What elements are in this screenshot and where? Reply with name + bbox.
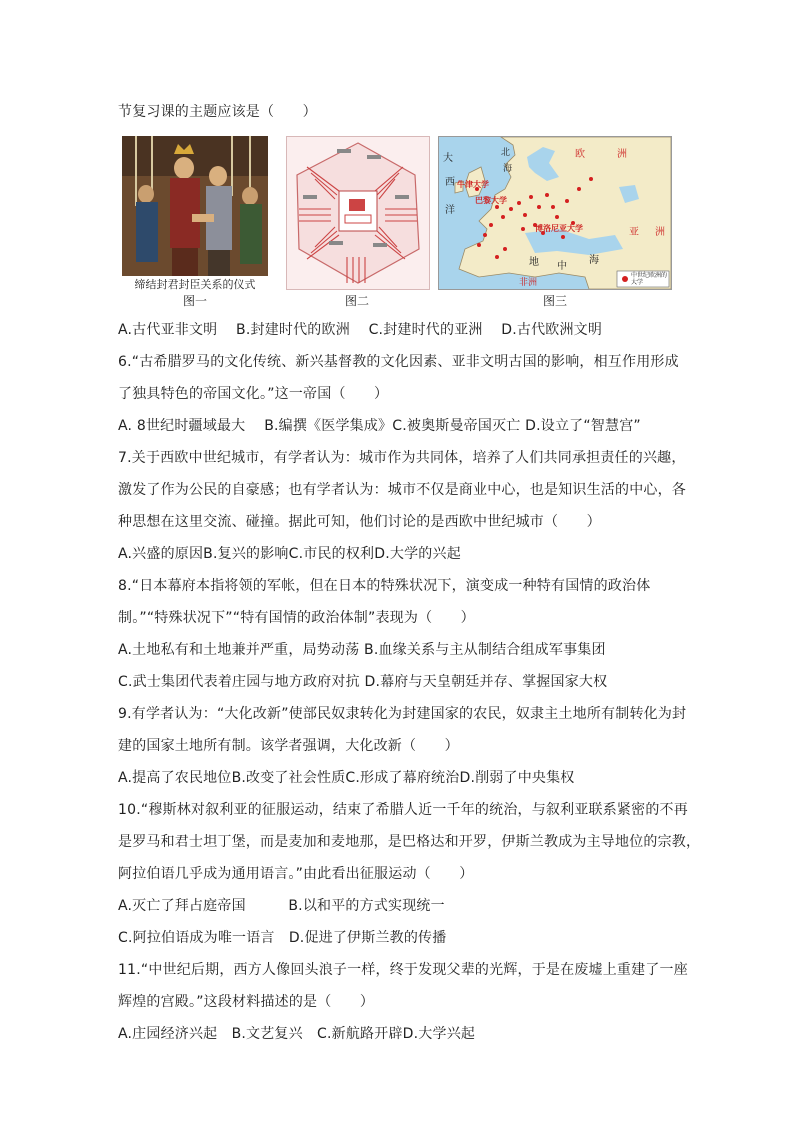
q5-stem-tail: 节复习课的主题应该是（ ） bbox=[118, 104, 317, 120]
map-image bbox=[438, 136, 672, 290]
q7-line-3: 种思想在这里交流、碰撞。据此可知，他们讨论的是西欧中世纪城市（ ） bbox=[118, 514, 601, 530]
map-label-bologna: 博洛尼亚大学 bbox=[535, 224, 583, 233]
map-label-yang: 洋 bbox=[445, 205, 455, 216]
q11-line-1: 11.“中世纪后期，西方人像回头浪子一样，终于发现父辈的光辉，于是在废墟上重建了一座 bbox=[118, 962, 688, 978]
q11-line-2: 辉煌的宫殿。”这段材料描述的是（ ） bbox=[118, 994, 375, 1010]
q10-line-2: 是罗马和君士坦丁堡，而是麦加和麦地那，是巴格达和开罗，伊斯兰教成为主导地位的宗教， bbox=[118, 834, 701, 850]
figure-2-label: 图二 bbox=[344, 294, 369, 308]
map-label-ou: 欧 bbox=[575, 149, 585, 160]
map-label-paris: 巴黎大学 bbox=[475, 196, 507, 205]
q8-line-1: 8.“日本幕府本指将领的军帐，但在日本的特殊状况下，演变成一种特有国情的政治体 bbox=[118, 578, 651, 594]
q8-options-2: C.武士集团代表着庄园与地方政府对抗 D.幕府与天皇朝廷并存、掌握国家大权 bbox=[118, 674, 608, 690]
map-label-ya: 亚 bbox=[629, 227, 639, 238]
figure-3-label: 图三 bbox=[542, 294, 567, 308]
map-label-zhou2: 洲 bbox=[655, 227, 665, 238]
figure-1 bbox=[122, 136, 268, 308]
figure-1-label: 图一 bbox=[182, 294, 207, 308]
q8-options-1: A.土地私有和土地兼并严重，局势动荡 B.血缘关系与主从制结合组成军事集团 bbox=[118, 642, 606, 658]
q9-line-1: 9.有学者认为：“大化改新”使部民奴隶转化为封建国家的农民，奴隶主土地所有制转化为封 bbox=[118, 706, 687, 722]
q5-option-a: A.古代亚非文明 bbox=[118, 322, 218, 338]
tapestry-caption: 缔结封君封臣关系的仪式 bbox=[122, 276, 268, 290]
q6-line-2: 了独具特色的帝国文化。”这一帝国（ ） bbox=[118, 386, 389, 402]
q5-options bbox=[118, 320, 616, 340]
q10-options-1: A.灭亡了拜占庭帝国 B.以和平的方式实现统一 bbox=[118, 898, 445, 914]
q7-line-2: 激发了作为公民的自豪感；也有学者认为：城市不仅是商业中心，也是知识生活的中心，各 bbox=[118, 482, 686, 498]
map-legend-text: 中世纪欧洲的大学 bbox=[631, 272, 668, 286]
map-label-di: 地 bbox=[529, 257, 539, 268]
q6-line-1: 6.“古希腊罗马的文化传统、新兴基督教的文化因素、亚非文明古国的影响，相互作用形成 bbox=[118, 354, 679, 370]
map-label-zhong: 中 bbox=[557, 261, 567, 272]
q11-options: A.庄园经济兴起 B.文艺复兴 C.新航路开辟D.大学兴起 bbox=[118, 1026, 476, 1042]
map-label-da: 大 bbox=[443, 153, 453, 164]
map-label-oxford: 牛津大学 bbox=[457, 180, 489, 189]
q9-options: A.提高了农民地位B.改变了社会性质C.形成了幕府统治D.削弱了中央集权 bbox=[118, 770, 575, 786]
map-label-bei: 北 bbox=[501, 148, 511, 158]
q9-line-2: 建的国家土地所有制。该学者强调，大化改新（ ） bbox=[118, 738, 459, 754]
map-label-hai2: 海 bbox=[589, 255, 599, 266]
figure-3 bbox=[438, 136, 672, 308]
q7-options: A.兴盛的原因B.复兴的影响C.市民的权利D.大学的兴起 bbox=[118, 546, 461, 562]
q5-figures bbox=[118, 136, 678, 308]
q5-option-c: C.封建时代的亚洲 bbox=[368, 322, 483, 338]
q8-line-2: 制。”“特殊状况下”“特有国情的政治体制”表现为（ ） bbox=[118, 610, 475, 626]
map-label-xi: 西 bbox=[445, 177, 455, 188]
figure-2 bbox=[286, 136, 428, 308]
q10-line-3: 阿拉伯语几乎成为通用语言。”由此看出征服运动（ ） bbox=[118, 866, 474, 882]
map-label-feizhou: 非洲 bbox=[519, 278, 538, 288]
q10-line-1: 10.“穆斯林对叙利亚的征服运动，结束了希腊人近一千年的统治，与叙利亚联系紧密的不再 bbox=[118, 802, 688, 818]
q10-options-2: C.阿拉伯语成为唯一语言 D.促进了伊斯兰教的传播 bbox=[118, 930, 447, 946]
city-plan-image bbox=[286, 136, 430, 290]
map-label-hai: 海 bbox=[503, 164, 513, 174]
q5-option-b: B.封建时代的欧洲 bbox=[236, 322, 350, 338]
q6-options: A. 8世纪时疆域最大 B.编撰《医学集成》C.被奥斯曼帝国灭亡 D.设立了“智慧宫” bbox=[118, 418, 641, 434]
q5-option-d: D.古代欧洲文明 bbox=[501, 322, 603, 338]
q7-line-1: 7.关于西欧中世纪城市，有学者认为：城市作为共同体，培养了人们共同承担责任的兴趣， bbox=[118, 450, 686, 466]
tapestry-image bbox=[122, 136, 268, 290]
map-label-zhou: 洲 bbox=[617, 149, 627, 160]
